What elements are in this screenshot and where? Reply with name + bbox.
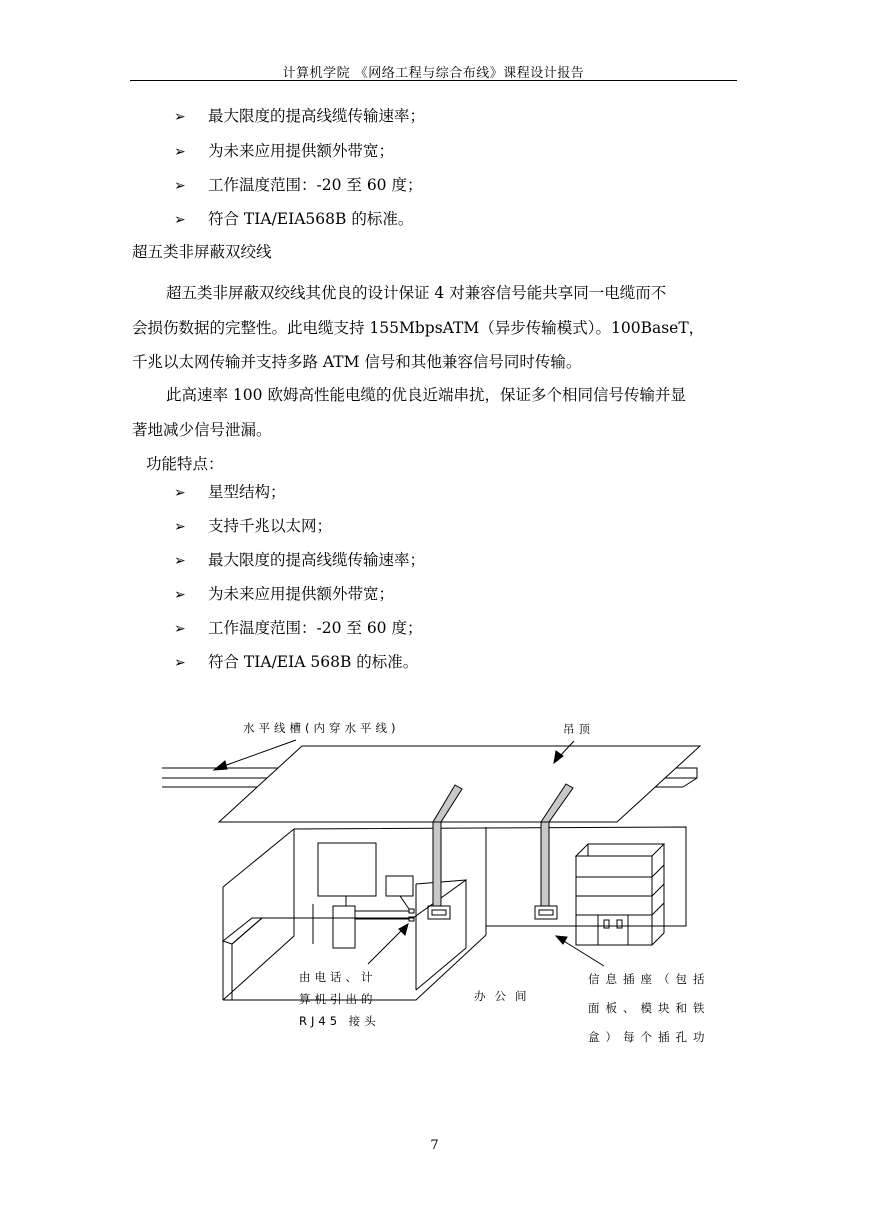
list-item: ➢ 符合 TIA/EIA 568B 的标准。 (174, 653, 419, 671)
features-title: 功能特点： (146, 455, 224, 473)
list-item: ➢ 符合 TIA/EIA568B 的标准。 (174, 210, 414, 228)
paragraph-line: 著地减少信号泄漏。 (132, 421, 272, 439)
bullet-arrow-icon: ➢ (174, 519, 186, 535)
label-ceiling: 吊顶 (563, 722, 594, 736)
ceiling-panel (219, 746, 700, 822)
list-item: ➢ 工作温度范围：-20 至 60 度； (174, 176, 423, 194)
page-number: 7 (430, 1138, 439, 1153)
leader-arrow (368, 929, 403, 964)
bullet-arrow-icon: ➢ (174, 178, 186, 194)
bullet-arrow-icon: ➢ (174, 144, 186, 160)
paragraph-line: 千兆以太网传输并支持多路 ATM 信号和其他兼容信号同时传输。 (132, 353, 582, 371)
list-item: ➢ 为未来应用提供额外带宽； (174, 142, 395, 160)
bullet-arrow-icon: ➢ (174, 587, 186, 603)
paragraph-line: 此高速率 100 欧姆高性能电缆的优良近端串扰，保证多个相同信号传输并显 (166, 386, 686, 404)
page-header: 计算机学院 《网络工程与综合布线》课程设计报告 (282, 66, 585, 81)
paragraph-line: 超五类非屏蔽双绞线其优良的设计保证 4 对兼容信号能共享同一电缆而不 (166, 284, 667, 302)
bullet-arrow-icon: ➢ (174, 655, 186, 671)
bullet-arrow-icon: ➢ (174, 553, 186, 569)
list-item: ➢ 最大限度的提高线缆传输速率； (174, 107, 426, 125)
section-title: 超五类非屏蔽双绞线 (132, 243, 272, 261)
list-item: ➢ 星型结构； (174, 483, 286, 501)
label-horizontal-tray: 水平线槽(内穿水平线) (243, 721, 400, 735)
list-item: ➢ 工作温度范围：-20 至 60 度； (174, 619, 423, 637)
label-rj45: 由电话、计 算机引出的 RJ45 接头 (299, 970, 380, 1028)
paragraph-line: 会损伤数据的完整性。此电缆支持 155MbpsATM（异步传输模式）。100BaseT， (132, 319, 705, 337)
bullet-arrow-icon: ➢ (174, 109, 186, 125)
bullet-arrow-icon: ➢ (174, 621, 186, 637)
label-outlet: 信息插座（包括 面板、模块和铁 盒）每个插孔功 (588, 972, 711, 1044)
list-item: ➢ 支持千兆以太网； (174, 517, 333, 535)
bullet-arrow-icon: ➢ (174, 212, 186, 228)
cabinet (576, 844, 664, 945)
list-item: ➢ 最大限度的提高线缆传输速率； (174, 551, 426, 569)
list-item: ➢ 为未来应用提供额外带宽； (174, 585, 395, 603)
bullet-arrow-icon: ➢ (174, 485, 186, 501)
label-office: 办公间 (474, 989, 536, 1003)
